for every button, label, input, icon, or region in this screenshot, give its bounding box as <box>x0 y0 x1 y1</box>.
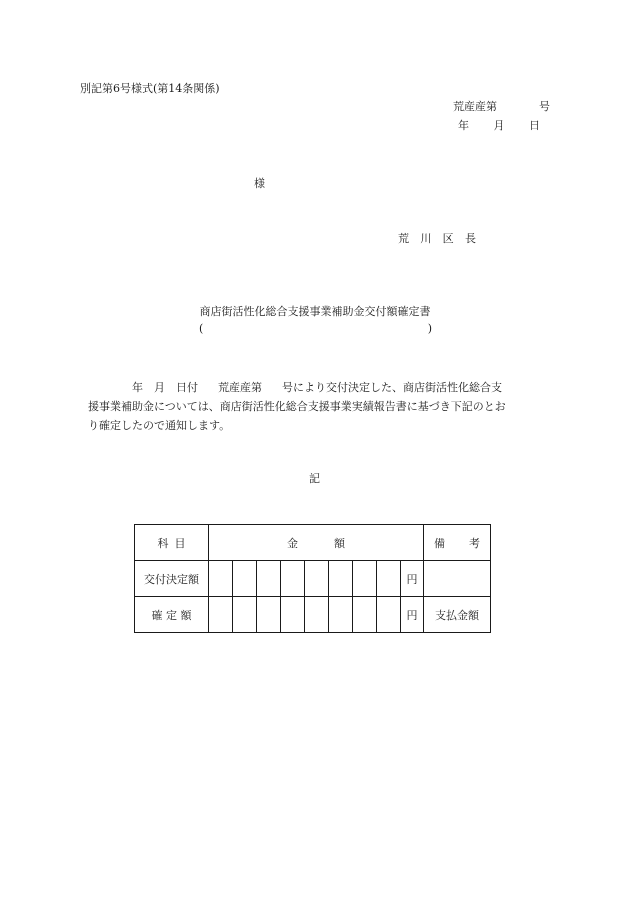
document-title: 商店街活性化総合支援事業補助金交付額確定書 <box>199 305 431 318</box>
digit-cell <box>329 561 353 597</box>
title-parentheses <box>199 322 432 336</box>
remark-cell: 支払金額 <box>424 597 491 633</box>
table-row <box>135 597 491 633</box>
body-year: 年 <box>132 381 143 394</box>
number-suffix: 号 <box>539 100 550 113</box>
digit-cell <box>377 561 401 597</box>
body-day: 日付 <box>176 381 198 394</box>
digit-cell <box>209 597 233 633</box>
unit-cell: 円 <box>401 561 424 597</box>
body-paragraph <box>88 378 538 435</box>
table-row <box>135 561 491 597</box>
body-number-prefix: 荒産産第 <box>218 381 262 394</box>
header-subject: 科 目 <box>135 525 209 561</box>
sender-char: 長 <box>464 232 476 245</box>
digit-cell <box>353 561 377 597</box>
digit-cell <box>305 561 329 597</box>
body-line-2: 援事業補助金については、商店街活性化総合支援事業実績報告書に基づき下記のとお <box>88 400 506 413</box>
body-line-3: り確定したので通知します。 <box>88 419 231 432</box>
digit-cell <box>233 561 257 597</box>
date-day: 日 <box>529 119 540 132</box>
row-label: 交付決定額 <box>135 561 209 597</box>
amount-table <box>134 524 491 633</box>
unit-cell: 円 <box>401 597 424 633</box>
digit-cell <box>305 597 329 633</box>
sender-char: 区 <box>442 232 454 245</box>
remark-cell <box>424 561 491 597</box>
body-number-text: 号により交付決定した、商店街活性化総合支 <box>282 381 502 394</box>
digit-cell <box>257 561 281 597</box>
digit-cell <box>233 597 257 633</box>
digit-cell <box>257 597 281 633</box>
header-remarks: 備 考 <box>424 525 491 561</box>
paren-close: ) <box>427 322 432 335</box>
sender-char: 荒 <box>398 232 409 245</box>
number-prefix: 荒産産第 <box>453 100 497 113</box>
addressee-suffix: 様 <box>254 177 265 190</box>
sender-char: 川 <box>420 232 432 245</box>
header-amount: 金 額 <box>209 525 424 561</box>
digit-cell <box>281 597 305 633</box>
row-label: 確 定 額 <box>135 597 209 633</box>
body-line-1 <box>88 378 538 397</box>
digit-cell <box>353 597 377 633</box>
digit-cell <box>377 597 401 633</box>
digit-cell <box>329 597 353 633</box>
digit-cell <box>209 561 233 597</box>
date-month: 月 <box>493 119 505 132</box>
sender-title <box>398 232 476 246</box>
date-year: 年 <box>458 119 469 132</box>
form-label: 別記第6号様式(第14条関係) <box>80 82 220 95</box>
document-number <box>453 100 550 114</box>
ki-heading: 記 <box>309 472 320 485</box>
paren-open: ( <box>199 322 204 335</box>
body-month: 月 <box>154 381 165 394</box>
issue-date <box>458 119 540 133</box>
digit-cell <box>281 561 305 597</box>
table-header-row <box>135 525 491 561</box>
